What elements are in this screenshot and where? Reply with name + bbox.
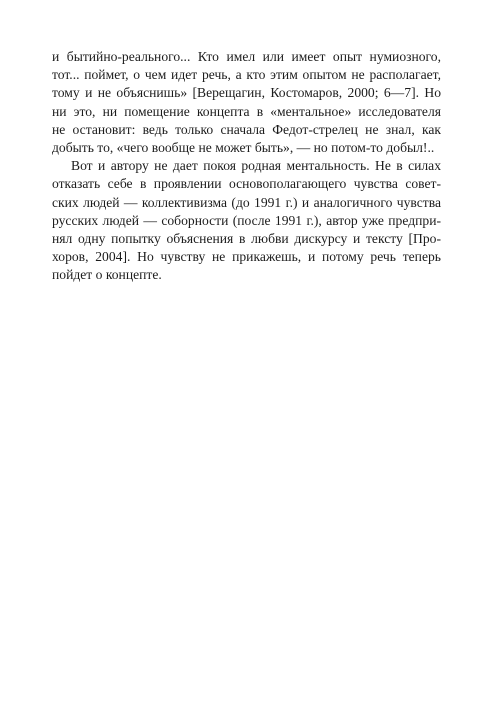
text-line: ни это, ни помещение концепта в «ментальное» исследователя xyxy=(52,103,441,119)
text-line: пойдет о концепте. xyxy=(52,267,162,283)
text-line: не остановит: ведь только сначала Федот-стрелец не знал, как xyxy=(52,121,441,137)
paragraph-2 xyxy=(52,157,441,284)
text-line: русских людей — соборности (после 1991 г.), автор уже предпри- xyxy=(52,212,441,228)
text-line: ских людей — коллективизма (до 1991 г.) и аналогичного чувства xyxy=(52,194,441,210)
text-line: Вот и автору не дает покоя родная ментальность. Не в силах xyxy=(71,158,441,174)
paragraph-1 xyxy=(52,48,441,157)
text-line: нял одну попытку объяснения в любви дискурсу и тексту [Про- xyxy=(52,231,441,247)
text-line: тому и не объяснишь» [Верещагин, Костомаров, 2000; 6—7]. Но xyxy=(52,85,441,101)
text-line: отказать себе в проявлении основополагающего чувства совет- xyxy=(52,176,441,192)
text-line: тот... поймет, о чем идет речь, а кто этим опытом не располагает, xyxy=(52,67,441,83)
text-line: добыть то, «чего вообще не может быть», — но потом-то добыл!.. xyxy=(52,140,435,156)
text-line: хоров, 2004]. Но чувству не прикажешь, и потому речь теперь xyxy=(52,249,441,265)
text-line: и бытийно-реального... Кто имел или имеет опыт нумиозного, xyxy=(52,49,441,64)
body-text xyxy=(52,48,441,285)
